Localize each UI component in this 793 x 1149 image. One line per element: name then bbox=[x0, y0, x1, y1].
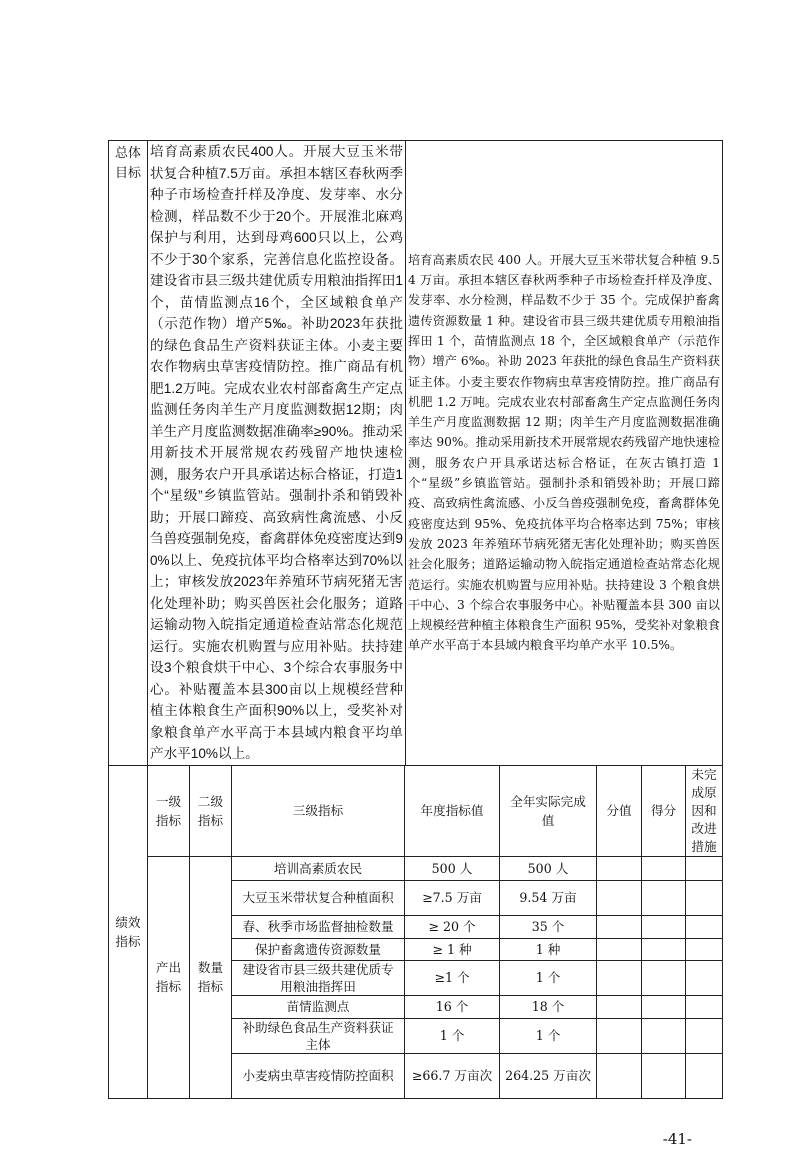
performance-label: 绩效指标 bbox=[109, 765, 148, 1098]
level1-cell: 产出指标 bbox=[148, 856, 190, 1098]
annual-target: ≥66.7 万亩次 bbox=[405, 1053, 500, 1098]
actual-value: 1 个 bbox=[500, 960, 597, 995]
actual-value: 18 个 bbox=[500, 995, 597, 1018]
header-annual-target: 年度指标值 bbox=[405, 765, 500, 856]
score-cell bbox=[642, 915, 686, 938]
reason-cell bbox=[686, 960, 723, 995]
performance-indicator-table bbox=[108, 765, 723, 1099]
actual-value: 500 人 bbox=[500, 856, 597, 880]
planned-goal-text: 培育高素质农民400人。开展大豆玉米带状复合种植7.5万亩。承担本辖区春秋两季种子市场检查扦样及净度、发芽率、水分检测，样品数不少于20个。开展淮北麻鸡保护与利用，达到母鸡600只以上，公鸡不少于30个家系，完善信息化监控设备。建设省市县三级共建优质专用粮油指挥田1个，苗情监测点16个，全区域粮食单产（示范作物）增产5‰。补助2023年获批的绿色食品生产资料获证主体。小麦主要农作物病虫草害疫情防控。推广商品有机肥1.2万吨。完成农业农村部畜禽生产定点监测任务肉羊生产月度监测数据12期；肉羊生产月度监测数据准确率≥90%。推动采用新技术开展常规农药残留产地快速检测，服务农户开具承诺达标合格证，打造1个“星级”乡镇监管站。强制扑杀和销毁补助；开展口蹄疫、高致病性禽流感、小反刍兽疫强制免疫，畜禽群体免疫密度达到90%以上、免疫抗体平均合格率达到70%以上；审核发放2023年养殖环节病死猪无害化处理补助；购买兽医社会化服务；道路运输动物入皖指定通道检查站常态化规范运行。实施农机购置与应用补贴。扶持建设3个粮食烘干中心、3个综合农事服务中心。补贴覆盖本县300亩以上规模经营种植主体粮食生产面积90%以上，受奖补对象粮食单产水平高于本县域内粮食平均单产水平10%以上。 bbox=[148, 141, 406, 766]
table-row bbox=[109, 856, 723, 880]
score-weight-cell bbox=[597, 960, 642, 995]
indicator-name: 补助绿色食品生产资料获证主体 bbox=[232, 1018, 405, 1053]
actual-value: 35 个 bbox=[500, 915, 597, 938]
annual-target: 1 个 bbox=[405, 1018, 500, 1053]
annual-target: 500 人 bbox=[405, 856, 500, 880]
header-score-weight: 分值 bbox=[597, 765, 642, 856]
reason-cell bbox=[686, 1018, 723, 1053]
annual-target: ≥ 1 种 bbox=[405, 938, 500, 960]
page-content bbox=[108, 140, 722, 1149]
score-cell bbox=[642, 856, 686, 880]
annual-target: ≥1 个 bbox=[405, 960, 500, 995]
indicator-name: 建设省市县三级共建优质专用粮油指挥田 bbox=[232, 960, 405, 995]
reason-cell bbox=[686, 1053, 723, 1098]
header-level2: 二级指标 bbox=[190, 765, 232, 856]
annual-target: ≥ 20 个 bbox=[405, 915, 500, 938]
annual-target: ≥7.5 万亩 bbox=[405, 880, 500, 915]
score-cell bbox=[642, 938, 686, 960]
actual-goal-text: 培育高素质农民 400 人。开展大豆玉米带状复合种植 9.54 万亩。承担本辖区春秋两季种子市场检查扦样及净度、发芽率、水分检测，样品数不少于 35 个。完成保护畜禽遗传资源数量 1 种。建设省市县三级共建优质专用粮油指挥田 1 个，苗情监测点 18 个，全区域粮食单产（示范作物）增产 6‰。补助 2023 年获批的绿色食品生产资料获证主体。小麦主要农作物病虫草害疫情防控。推广商品有机肥 1.2 万吨。完成农业农村部畜禽生产定点监测任务肉羊生产月度监测数据 12 期；肉羊生产月度监测数据准确率达 90%。推动采用新技术开展常规农药残留产地快速检测，服务农户开具承诺达标合格证，在灰古镇打造 1 个“星级”乡镇监管站。强制扑杀和销毁补助；开展口蹄疫、高致病性禽流感、小反刍兽疫强制免疫，畜禽群体免疫密度达到 95%、免疫抗体平均合格率达到 75%；审核发放 2023 年养殖环节病死猪无害化处理补助；购买兽医社会化服务；道路运输动物入皖指定通道检查站常态化规范运行。实施农机购置与应用补贴。扶持建设 3 个粮食烘干中心、3 个综合农事服务中心。补贴覆盖本县 300 亩以上规模经营种植主体粮食生产面积 95%，受奖补对象粮食单产水平高于本县域内粮食平均单产水平 10.5%。 bbox=[406, 141, 723, 766]
score-weight-cell bbox=[597, 938, 642, 960]
reason-cell bbox=[686, 995, 723, 1018]
reason-cell bbox=[686, 880, 723, 915]
header-reason: 未完成原因和改进措施 bbox=[686, 765, 723, 856]
indicator-name: 大豆玉米带状复合种植面积 bbox=[232, 880, 405, 915]
actual-value: 1 个 bbox=[500, 1018, 597, 1053]
score-cell bbox=[642, 880, 686, 915]
actual-value: 1 种 bbox=[500, 938, 597, 960]
indicator-name: 苗情监测点 bbox=[232, 995, 405, 1018]
score-weight-cell bbox=[597, 856, 642, 880]
score-weight-cell bbox=[597, 1053, 642, 1098]
reason-cell bbox=[686, 915, 723, 938]
indicator-name: 保护畜禽遗传资源数量 bbox=[232, 938, 405, 960]
annual-target: 16 个 bbox=[405, 995, 500, 1018]
score-weight-cell bbox=[597, 1018, 642, 1053]
header-level1: 一级指标 bbox=[148, 765, 190, 856]
actual-value: 264.25 万亩次 bbox=[500, 1053, 597, 1098]
header-score: 得分 bbox=[642, 765, 686, 856]
reason-cell bbox=[686, 938, 723, 960]
score-cell bbox=[642, 1053, 686, 1098]
overall-goal-table bbox=[108, 140, 723, 766]
page-number: -41- bbox=[662, 1129, 692, 1148]
score-weight-cell bbox=[597, 995, 642, 1018]
indicator-name: 小麦病虫草害疫情防控面积 bbox=[232, 1053, 405, 1098]
score-cell bbox=[642, 1018, 686, 1053]
header-row bbox=[109, 765, 723, 856]
score-weight-cell bbox=[597, 915, 642, 938]
actual-value: 9.54 万亩 bbox=[500, 880, 597, 915]
score-cell bbox=[642, 960, 686, 995]
header-level3: 三级指标 bbox=[232, 765, 405, 856]
indicator-name: 春、秋季市场监督抽检数量 bbox=[232, 915, 405, 938]
header-actual-value: 全年实际完成值 bbox=[500, 765, 597, 856]
level2-cell: 数量指标 bbox=[190, 856, 232, 1098]
overall-goal-label: 总体目标 bbox=[109, 141, 148, 766]
score-cell bbox=[642, 995, 686, 1018]
reason-cell bbox=[686, 856, 723, 880]
score-weight-cell bbox=[597, 880, 642, 915]
indicator-name: 培训高素质农民 bbox=[232, 856, 405, 880]
